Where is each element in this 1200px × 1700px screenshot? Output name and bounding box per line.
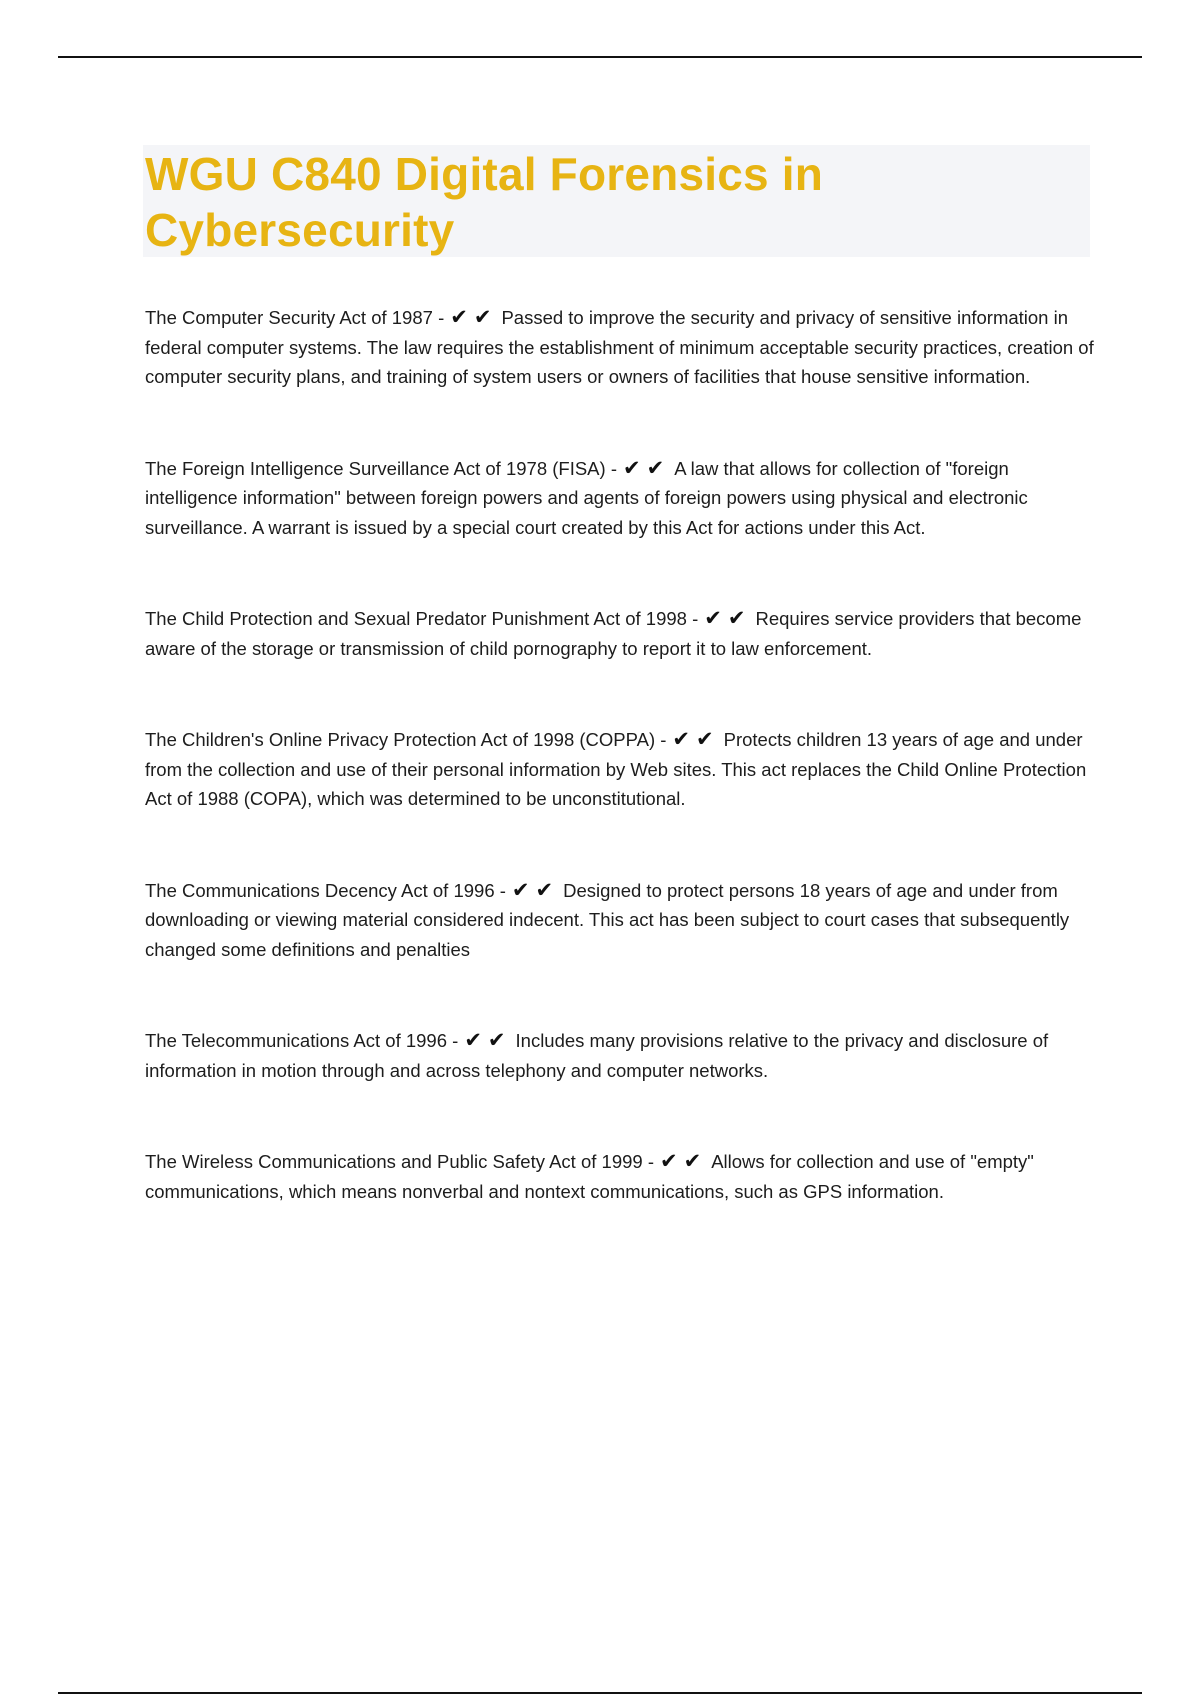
entry (145, 1147, 1095, 1206)
entry-definition: Includes many provisions relative to the privacy and disclosure of information in motion through and across telephony and computer networks. (145, 1030, 1049, 1081)
entry-term: The Children's Online Privacy Protection Act of 1998 (COPPA) - (145, 729, 667, 750)
footer-rule (58, 1692, 1142, 1694)
double-check-icon: ✔✔ (450, 305, 498, 329)
entry-definition: Protects children 13 years of age and under from the collection and use of their personal information by Web sites. This act replaces the Child Online Protection Act of 1988 (COPA), which was determined to be unconstitutional. (145, 729, 1087, 809)
header-rule (58, 56, 1142, 58)
entry-term: The Foreign Intelligence Surveillance Act of 1978 (FISA) - (145, 457, 617, 479)
entry (145, 1026, 1095, 1085)
entry-definition: A law that allows for collection of "foreign intelligence information" between foreign powers and agents of foreign powers using physical and electronic surveillance. A warrant is issued by a special court created by this Act for actions under this Act. (145, 457, 1028, 538)
entries-list (145, 303, 1095, 1206)
entry-definition: Passed to improve the security and privacy of sensitive information in federal computer systems. The law requires the establishment of minimum acceptable security practices, creation of computer security plans, and training of system users or owners of facilities that house sensitive information. (145, 307, 1094, 387)
entry-term: The Computer Security Act of 1987 - (145, 307, 445, 328)
double-check-icon: ✔✔ (704, 606, 752, 630)
double-check-icon: ✔✔ (511, 877, 560, 902)
double-check-icon: ✔✔ (623, 455, 671, 480)
double-check-icon: ✔✔ (660, 1149, 708, 1173)
entry-definition: Designed to protect persons 18 years of age and under from downloading or viewing material considered indecent. This act has been subject to court cases that subsequently changed some definitions and penalties (145, 879, 1070, 960)
document-title: WGU C840 Digital Forensics in Cybersecurity (145, 148, 824, 256)
entry-term: The Wireless Communications and Public Safety Act of 1999 - (145, 1151, 654, 1172)
entry-definition: Requires service providers that become aware of the storage or transmission of child pornography to report it to law enforcement. (145, 608, 1082, 659)
entry (145, 454, 1095, 543)
entry (145, 725, 1095, 814)
entry (145, 604, 1095, 663)
entry (145, 303, 1095, 392)
entry-term: The Communications Decency Act of 1996 - (145, 879, 506, 901)
double-check-icon: ✔✔ (672, 727, 720, 751)
entry (145, 876, 1095, 965)
entry-term: The Child Protection and Sexual Predator Punishment Act of 1998 - (145, 608, 699, 629)
entry-term: The Telecommunications Act of 1996 - (145, 1030, 459, 1051)
double-check-icon: ✔✔ (464, 1028, 512, 1052)
entry-definition: Allows for collection and use of "empty" communications, which means nonverbal and nontext communications, such as GPS information. (145, 1151, 1034, 1202)
